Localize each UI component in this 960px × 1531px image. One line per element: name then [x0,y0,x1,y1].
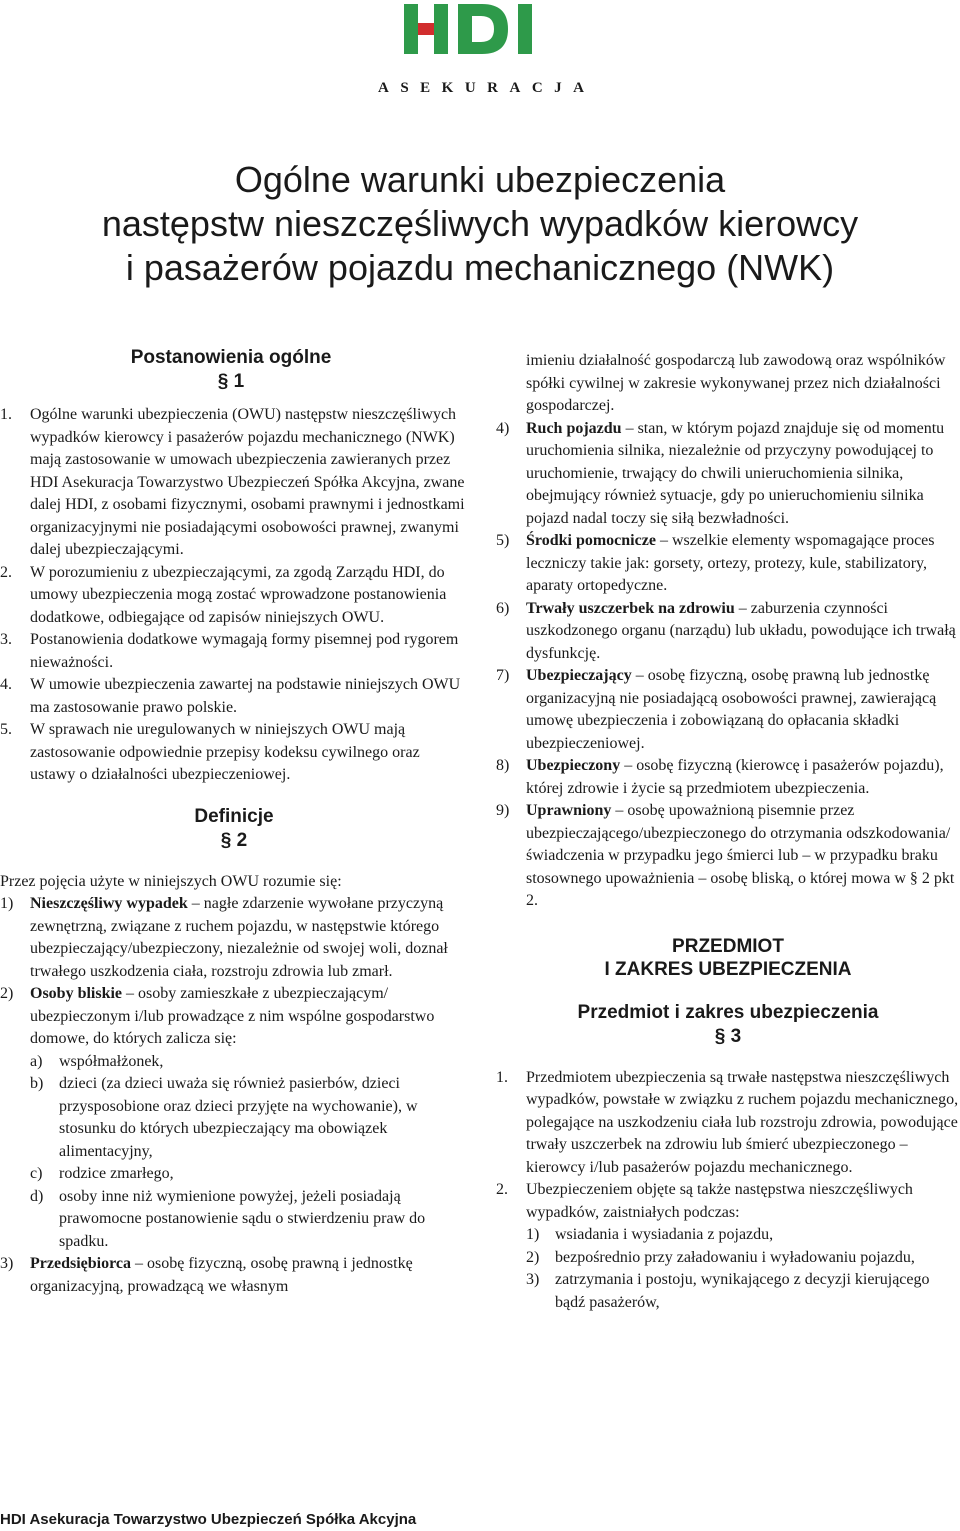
definition-item [496,530,960,598]
section-3-title: Przedmiot i zakres ubezpieczenia [577,1001,879,1023]
definition-text: – zaburzenia czynności uszkodzonego organu (narządu) lub układu, powodujące ich trwałą dysfunkcję. [526,599,956,662]
item-number: 4) [496,419,510,437]
item-number: 6) [496,599,510,617]
definition-text: – stan, w którym pojazd znajduje się od momentu uruchomienia silnika, niezależnie od przyczyny powodującej to uruchomienie, trwający do chwili unieruchomienia silnika, obejmujący również sytuacje, gdy po unieruchomieniu silnika pojazd nadal toczy się siłą bezwładności. [526,419,945,527]
sub-text: bezpośrednio przy załadowaniu i wyładowaniu pojazdu, [555,1248,915,1266]
logo-subtitle: ASEKURACJA [378,80,596,96]
item-number: 1. [0,406,12,423]
list-item [0,562,468,630]
section-3-sign: § 3 [714,1025,742,1047]
left-column [0,346,468,1298]
title-line-3: i pasażerów pojazdu mechanicznego (NWK) [125,247,835,288]
item-number: 7) [496,667,510,684]
sub-text: zatrzymania i postoju, wynikającego z decyzji kierującego bądź pasażerów, [555,1271,930,1311]
sub-number: 1) [526,1226,540,1243]
definition-term: Ubezpieczony [526,757,621,774]
item-number: 5. [0,721,12,738]
section-2-heading [0,805,468,853]
definitions-intro: Przez pojęcia użyte w niniejszych OWU rozumie się: [0,872,342,890]
title-line-2: następstw nieszczęśliwych wypadków kierowcy [101,203,859,244]
list-item [496,1179,960,1314]
item-text: W porozumieniu z ubezpieczającymi, za zgodą Zarządu HDI, do umowy ubezpieczenia mogą zostać wprowadzone postanowienia dodatkowe, odbiegające od zapisów niniejszych OWU. [30,563,447,626]
sub-number: a) [30,1052,43,1070]
definition-item [0,1253,468,1298]
item-text: Ubezpieczeniem objęte są także następstwa nieszczęśliwych wypadków, zaistniałych podczas: [526,1181,913,1221]
definition-text: – wszelkie elementy wspomagające proces leczniczy takie jak: gorsety, ortezy, protezy, kule, stabilizatory, aparaty ortopedyczne. [526,532,935,594]
chapter-line-2: I ZAKRES UBEZPIECZENIA [604,958,852,980]
right-column [496,350,960,1314]
sub-item [30,1073,468,1163]
item-number: 2. [496,1181,508,1198]
sub-number: 2) [526,1248,540,1266]
definition-term: Trwały uszczerbek na zdrowiu [526,599,735,617]
definition-term: Ubezpieczający [526,667,632,684]
sub-text: osoby inne niż wymienione powyżej, jeżeli posiadają prawomocne postanowienie sądu o stwierdzeniu praw do spadku. [59,1187,426,1250]
definition-term: Środki pomocnicze [526,532,656,549]
list-item [0,719,468,787]
sub-text: wsiadania i wysiadania z pojazdu, [555,1226,774,1243]
item-number: 1) [0,895,14,912]
item-number: 4. [0,676,12,693]
title-line-1: Ogólne warunki ubezpieczenia [234,159,726,200]
item-number: 2. [0,563,12,581]
section-1-title: Postanowienia ogólne [130,347,332,368]
definition-item [496,755,960,800]
item-number: 5) [496,532,510,549]
section-1-heading [0,346,468,394]
sub-number: b) [30,1075,44,1092]
sub-number: c) [30,1165,43,1182]
list-item [0,629,468,674]
sub-item [30,1163,468,1186]
item-text: Ogólne warunki ubezpieczenia (OWU) następstw nieszczęśliwych wypadków kierowcy i pasażerów pojazdu mechanicznego (NWK) mają zastosowanie w umowach ubezpieczenia zawieranych przez HDI Asekuracja Towarzystwo Ubezpieczeń Spółka Akcyjna, zwane dalej HDI, z osobami fizycznymi, osobami prawnymi i jednostkami organizacyjnymi nie posiadającymi osobowości prawnej, zwanymi dalej ubezpieczającymi. [30,406,465,558]
sub-text: rodzice zmarłego, [59,1165,174,1182]
sub-text: współmałżonek, [59,1052,164,1070]
item-number: 3. [0,631,12,648]
sub-number: d) [30,1187,44,1205]
definition-item [0,983,468,1253]
section-3-heading [496,1001,960,1049]
definition-term: Osoby bliskie [30,985,123,1002]
sub-item [30,1186,468,1254]
definition-term: Ruch pojazdu [526,419,622,437]
definition-text: – osobę upoważnioną pisemnie przez ubezpieczającego/ubezpieczonego do otrzymania odszkodowania/świadczenia w przypadku jego śmierci lub – w przypadku braku stosownego upoważnienia – osobę bliską, o której mowa w § 2 pkt 2. [526,802,955,909]
definition-item [496,418,960,531]
section-1-sign: § 1 [217,371,245,392]
item-number: 2) [0,985,14,1002]
item-number: 1. [496,1068,508,1086]
definition-term: Nieszczęśliwy wypadek [30,895,188,912]
definition-text: – osobę fizyczną, osobę prawną i jednostkę organizacyjną, prowadzącą we własnym [30,1255,413,1295]
item-number: 9) [496,802,510,819]
definition-text: – osobę fizyczną (kierowcę i pasażerów pojazdu), której zdrowie i życie są przedmiotem ubezpieczenia. [526,757,944,797]
sub-item [526,1224,960,1247]
sub-item [526,1247,960,1270]
chapter-heading [496,935,960,981]
list-item [0,404,468,562]
definition-item [496,800,960,913]
definition-text: – osobę fizyczną, osobę prawną lub jednostkę organizacyjną nie posiadającą osobowości prawnej, zawierającą umowę ubezpieczenia i zobowiązaną do opłacania składki ubezpieczeniowej. [526,667,937,752]
definition-item [0,893,468,983]
document-title [0,158,960,290]
hdi-logo [404,4,554,54]
definition-item [496,598,960,666]
item-text: W umowie ubezpieczenia zawartej na podstawie niniejszych OWU ma zastosowanie prawo polskie. [30,676,461,716]
sub-number: 3) [526,1271,540,1288]
definition-term: Przedsiębiorca [30,1255,132,1272]
item-text: Postanowienia dodatkowe wymagają formy pisemnej pod rygorem nieważności. [30,631,459,671]
section-2-sign: § 2 [220,829,248,851]
item-text: W sprawach nie uregulowanych w niniejszych OWU mają zastosowanie odpowiednie przepisy kodeksu cywilnego oraz ustawy o działalności ubezpieczeniowej. [30,721,420,783]
section-2-title: Definicje [194,805,274,827]
page-footer: HDI Asekuracja Towarzystwo Ubezpieczeń Spółka Akcyjna [0,1511,417,1528]
sub-item [30,1051,468,1074]
sub-text: dzieci (za dzieci uważa się również pasierbów, dzieci przysposobione oraz dzieci przyjęte na wychowanie), w stosunku do których ubezpieczający ma obowiązek alimentacyjny, [59,1075,418,1160]
item-number: 8) [496,757,510,774]
definition-text: – nagłe zdarzenie wywołane przyczyną zewnętrzną, związane z ruchem pojazdu, w następstwie którego ubezpieczający/ubezpieczony, niezależnie od swojej woli, doznał trwałego uszkodzenia ciała, rozstroju zdrowia lub zmarł. [30,895,448,980]
chapter-line-1: PRZEDMIOT [672,935,784,957]
definition-text: – osoby zamieszkałe z ubezpieczającym/ ubezpieczonym i/lub prowadzące z nim wspólne gospodarstwo domowe, do których zalicza się: [30,985,435,1047]
item-number: 3) [0,1255,14,1272]
list-item [0,674,468,719]
sub-item [526,1269,960,1314]
list-item [496,1067,960,1180]
item-text: Przedmiotem ubezpieczenia są trwałe następstwa nieszczęśliwych wypadków, powstałe w związku z ruchem pojazdu mechanicznego, polegające na uszkodzeniu ciała lub rozstroju zdrowia, powodujące trwały uszczerbek na zdrowiu lub śmierć ubezpieczonego – kierowcy i/lub pasażerów pojazdu mechanicznego. [526,1068,959,1176]
definition-continuation [496,350,960,418]
definition-term: Uprawniony [526,802,612,819]
definition-text: imieniu działalność gospodarczą lub zawodową oraz wspólników spółki cywilnej w zakresie wykonywanej przez nich działalności gospodarczej. [526,352,946,414]
definition-item [496,665,960,755]
